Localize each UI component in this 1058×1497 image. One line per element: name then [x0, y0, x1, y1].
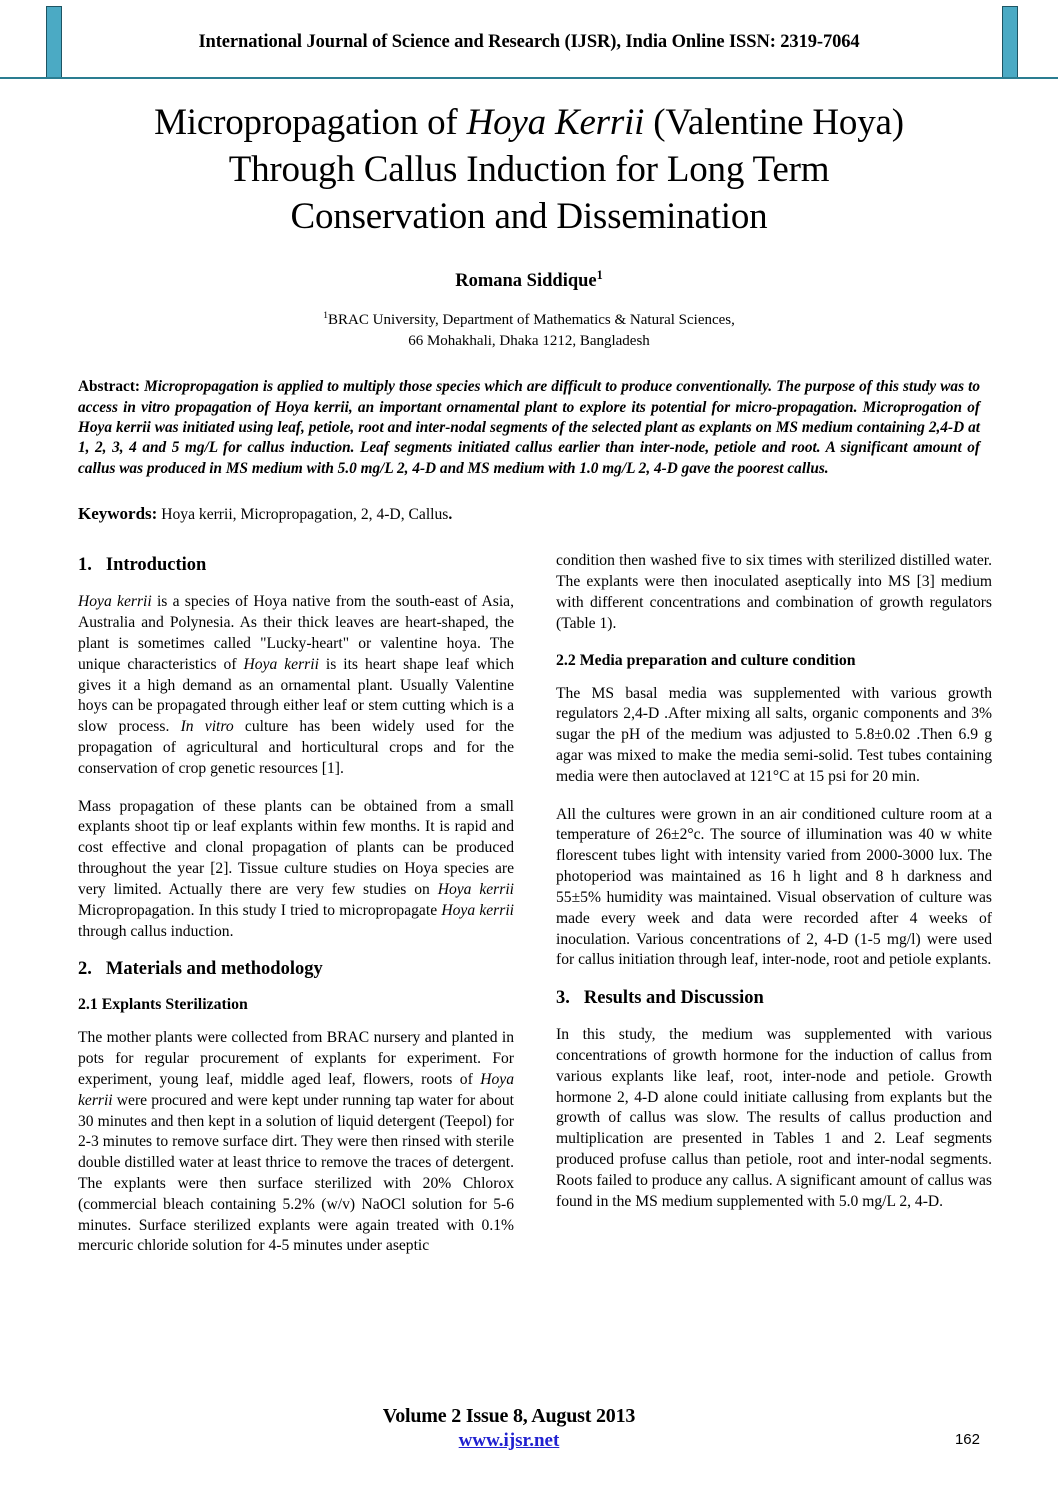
title-species-name: Hoya Kerrii — [466, 102, 645, 143]
section-title-results: Results and Discussion — [583, 988, 764, 1009]
page-number: 162 — [954, 1431, 980, 1448]
sterilization-text-b: were procured and were kept under running tap water for about 30 minutes and then kept in a solution of liquid detergent (Teepol) for 2-3 minutes to remove surface dirt. They were then rinsed with sterile double distilled water at least thrice to remove the traces of detergent. The explants were then surface sterilized with 20% Chlorox (commercial bleach containing 5.2% (w/v) NaOCl solution for 5-6 minutes. Surface sterilized explants were again treated with 0.1% mercuric chloride solution for 4-5 minutes under aseptic — [78, 1091, 514, 1255]
intro-paragraph-2 — [78, 797, 514, 943]
intro-p2-a: Mass propagation of these plants can be obtained from a small explants shoot tip or leaf explants within few months. It is rapid and cost effective and clonal propagation of plants can be produced throughout the year [2]. Tissue culture studies on Hoya species are very limited. Actually there are very few studies on — [78, 797, 514, 898]
section-title-introduction: Introduction — [105, 555, 207, 576]
author-name — [78, 267, 980, 292]
subsection-heading-media-preparation: 2.2 Media preparation and culture condition — [556, 651, 856, 669]
intro-p1-b: is its heart shape leaf which gives it a high demand as an ornamental plant. Usually Valentine hoys can be propagated through either leaf or stem cutting which is a slow process. — [78, 655, 514, 736]
intro-invitro-term: In vitro — [180, 718, 234, 736]
intro-p1-a: is a species of Hoya native from the south-east of Asia, Australia and Polynesia. As their thick leaves are heart-shaped, the plant is sometimes called "Lucky-heart" or valentine hoya. The unique characteristics of — [78, 593, 514, 673]
media-preparation-paragraph: The MS basal media was supplemented with various growth regulators 2,4-D .After mixing all salts, organic components and 3% sugar the pH of the medium was adjusted to 5.8±0.02 .Then 6.9 g agar was mixed to make the media semi-solid. Test tubes containing media were then autoclaved at 121°C at 15 psi for 20 min. — [556, 684, 992, 785]
results-paragraph-1: In this study, the medium was supplemented with various concentrations of growth hormone for the induction of callus from various explants like leaf, root, inter-node and petiole. Growth hormone 2, 4-D alone could initiate callusing from explants but the growth of callus was slow. The results of callus production and multiplication are presented in Tables 1 and 2. Leaf segments produced profuse callus than petiole, root and inter-nodal segments. Roots failed to produce any callus. A significant amount of callus was found in the MS medium supplemented with 5.0 mg/L 2, 4-D. — [556, 1026, 992, 1210]
abstract-block — [78, 377, 980, 479]
title-block — [0, 78, 1058, 351]
affiliation-line-2: 66 Mohakhali, Dhaka 1212, Bangladesh — [408, 332, 650, 349]
explants-sterilization-paragraph — [78, 1028, 514, 1257]
section-heading-introduction — [78, 555, 514, 576]
keywords-period: . — [448, 506, 453, 524]
section-number-1: 1. — [78, 555, 92, 576]
subsection-heading-explants-sterilization: 2.1 Explants Sterilization — [78, 996, 248, 1014]
body-columns — [78, 551, 992, 1274]
journal-website-link[interactable]: www.ijsr.net — [458, 1430, 560, 1451]
header-divider-rule — [0, 77, 1058, 79]
affiliation-line-1: BRAC University, Department of Mathematics & Natural Sciences, — [328, 311, 735, 328]
footer-center-block — [0, 1405, 1058, 1452]
affiliation-marker: 1 — [323, 309, 329, 321]
abstract-label: Abstract: — [78, 378, 141, 396]
intro-species-4: Hoya kerrii — [441, 901, 514, 919]
section-heading-materials — [78, 959, 514, 980]
culture-condition-paragraph: All the cultures were grown in an air conditioned culture room at a temperature of 26±2°c. The source of illumination was 40 w white florescent tubes light with intensity varied from 2000-3000 lux. The photoperiod was maintained as 16 h light and 8 h darkness and 55±5% humidity was maintained. Visual observation of culture was made every week and data were recorded after 4 weeks of inoculation. Various concentrations of 2, 4-D (1-5 mg/l) were used for callus initiation through leaf, inter-node, root and petiole explants. — [556, 805, 992, 969]
title-line-1-prefix: Micropropagation of — [154, 102, 467, 143]
section-number-2: 2. — [78, 959, 92, 980]
page-header — [0, 0, 1058, 78]
author-affiliation-marker: 1 — [596, 267, 603, 282]
author-name-text: Romana Siddique — [455, 270, 597, 291]
intro-p2-c: through callus induction. — [78, 922, 234, 940]
footer-volume-issue: Volume 2 Issue 8, August 2013 — [382, 1405, 636, 1427]
title-line-2: Through Callus Induction for Long Term — [228, 148, 830, 190]
intro-species-1: Hoya kerrii — [78, 593, 152, 611]
page-footer — [0, 1405, 1058, 1475]
journal-running-title: International Journal of Science and Research (IJSR), India Online ISSN: 2319-7064 — [198, 32, 860, 52]
keywords-label: Keywords: — [78, 504, 158, 524]
keywords-block — [78, 503, 980, 525]
column-right — [556, 551, 992, 1274]
title-line-1-suffix: (Valentine Hoya) — [644, 102, 904, 143]
page-title — [78, 100, 980, 241]
intro-species-3: Hoya kerrii — [437, 880, 514, 898]
keywords-text: Hoya kerrii, Micropropagation, 2, 4-D, Callus — [157, 506, 449, 524]
intro-paragraph-1 — [78, 592, 514, 779]
affiliation-block — [78, 310, 980, 351]
sterilization-text-a: The mother plants were collected from BRAC nursery and planted in pots for regular procurement of explants for experiment. For experiment, young leaf, middle aged leaf, flowers, roots of — [78, 1029, 514, 1088]
section-title-materials: Materials and methodology — [105, 959, 323, 980]
section-heading-results — [556, 988, 992, 1009]
sterilization-continuation-paragraph: condition then washed five to six times with sterilized distilled water. The explants were then inoculated aseptically into MS [3] medium with different concentrations and combination of growth regulators (Table 1). — [556, 552, 992, 632]
section-number-3: 3. — [556, 988, 570, 1009]
title-line-3: Conservation and Dissemination — [290, 195, 768, 237]
abstract-text: Micropropagation is applied to multiply those species which are difficult to produce conventionally. The purpose of this study was to access in vitro propagation of Hoya kerrii, an important ornamental plant to explore its potential for micro-propagation. Microprogation of Hoya kerrii was initiated using leaf, petiole, root and inter-nodal segments of the selected plant as explants on MS medium containing 2,4-D at 1, 2, 3, 4 and 5 mg/L for callus induction. Leaf segments initiated callus earlier than inter-node, petiole and root. A significant amount of callus was produced in MS medium with 5.0 mg/L 2, 4-D and MS medium with 1.0 mg/L 2, 4-D gave the poorest callus. — [78, 378, 980, 477]
intro-p1-c: culture has been widely used for the propagation of agricultural and horticultural crops and for the conservation of crop genetic resources [1]. — [78, 718, 514, 777]
intro-species-2: Hoya kerrii — [243, 655, 319, 673]
column-left — [78, 551, 514, 1274]
sterilization-species: Hoya kerrii — [78, 1070, 514, 1109]
intro-p2-b: Micropropagation. In this study I tried to micropropagate — [78, 901, 442, 919]
